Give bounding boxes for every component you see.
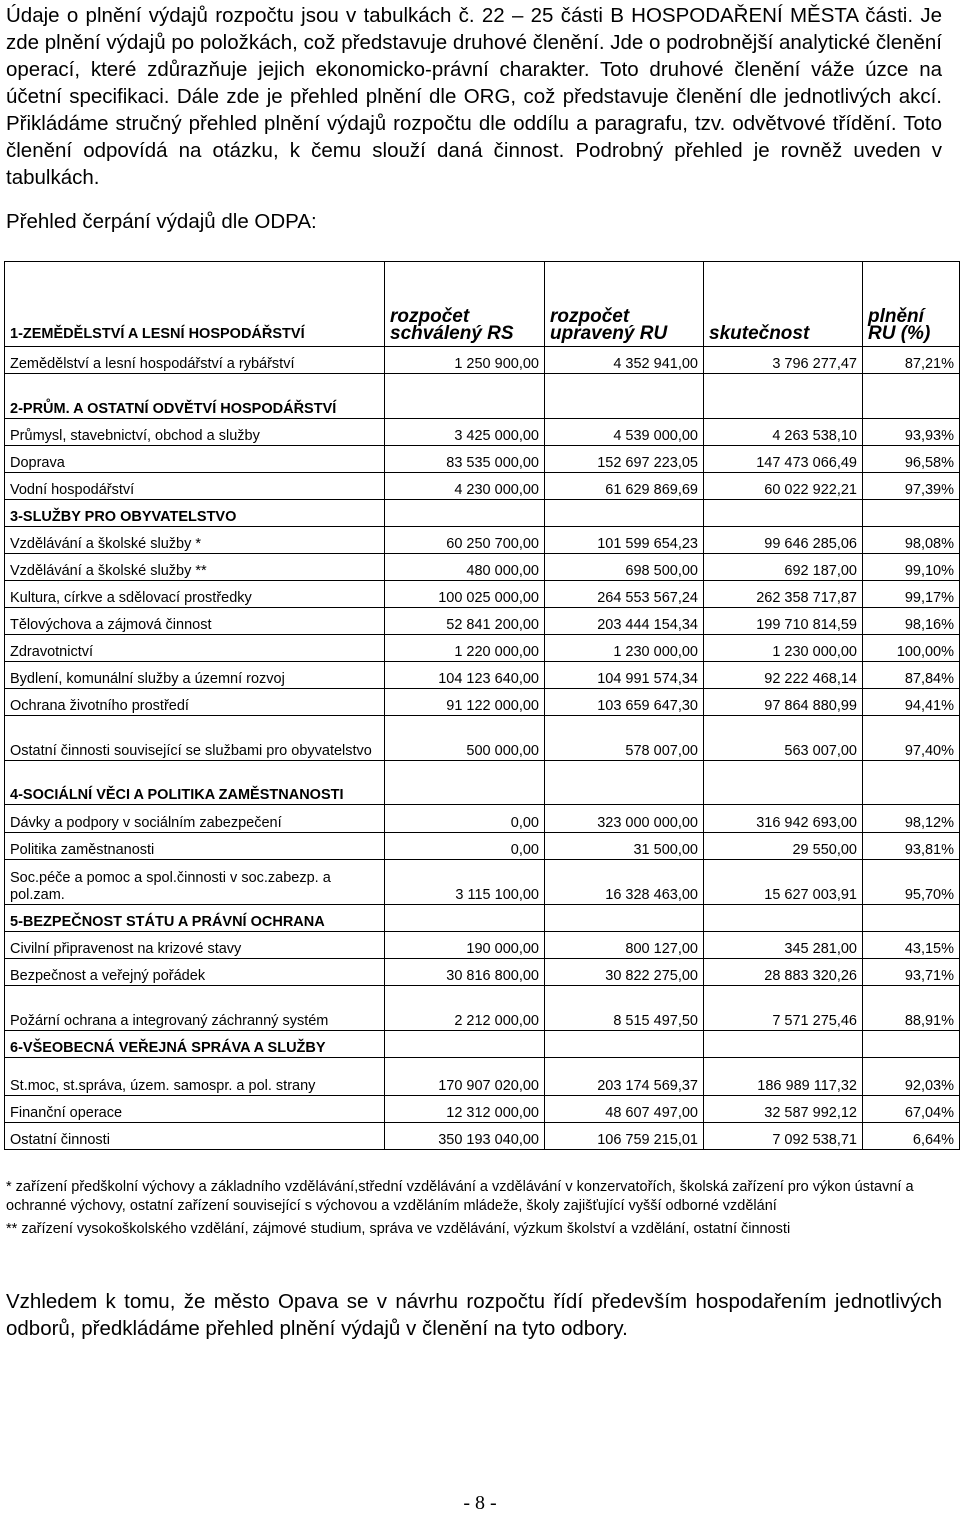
table-row — [5, 446, 960, 473]
fulfilment-value: 93,71% — [863, 959, 960, 986]
empty-cell — [385, 761, 545, 805]
table-row — [5, 689, 960, 716]
row-label: Soc.péče a pomoc a spol.činnosti v soc.zabezp. a pol.zam. — [5, 860, 385, 905]
column-header-adjusted: rozpočet upravený RU — [545, 262, 704, 347]
approved-value: 12 312 000,00 — [385, 1096, 545, 1123]
empty-cell — [704, 1031, 863, 1058]
row-label: Dávky a podpory v sociálním zabezpečení — [5, 805, 385, 833]
adjusted-value: 152 697 223,05 — [545, 446, 704, 473]
table-row — [5, 527, 960, 554]
empty-cell — [863, 374, 960, 419]
approved-value: 30 816 800,00 — [385, 959, 545, 986]
actual-value: 147 473 066,49 — [704, 446, 863, 473]
footnotes — [6, 1178, 951, 1244]
section-row — [5, 905, 960, 932]
row-label: Ostatní činnosti — [5, 1123, 385, 1150]
row-label: Civilní připravenost na krizové stavy — [5, 932, 385, 959]
actual-value: 692 187,00 — [704, 554, 863, 581]
actual-value: 563 007,00 — [704, 716, 863, 761]
adjusted-value: 61 629 869,69 — [545, 473, 704, 500]
odpa-table-body — [5, 262, 960, 1150]
approved-value: 350 193 040,00 — [385, 1123, 545, 1150]
approved-value: 1 220 000,00 — [385, 635, 545, 662]
actual-value: 99 646 285,06 — [704, 527, 863, 554]
actual-value: 316 942 693,00 — [704, 805, 863, 833]
section-header-1: 1-ZEMĚDĚLSTVÍ A LESNÍ HOSPODÁŘSTVÍ — [5, 262, 385, 347]
adjusted-value: 323 000 000,00 — [545, 805, 704, 833]
approved-value: 480 000,00 — [385, 554, 545, 581]
actual-value: 15 627 003,91 — [704, 860, 863, 905]
column-header-fulfilment: plnění RU (%) — [863, 262, 960, 347]
header-row — [5, 262, 960, 347]
fulfilment-value: 97,39% — [863, 473, 960, 500]
row-label: Bydlení, komunální služby a územní rozvoj — [5, 662, 385, 689]
table-row — [5, 1058, 960, 1096]
intro-text — [6, 2, 942, 191]
closing-paragraph: Vzhledem k tomu, že město Opava se v návrhu rozpočtu řídí především hospodařením jednotlivých odborů, předkládáme přehled plnění výdajů v členění na tyto odbory. — [6, 1290, 942, 1340]
adjusted-value: 578 007,00 — [545, 716, 704, 761]
empty-cell — [863, 1031, 960, 1058]
row-label: Zdravotnictví — [5, 635, 385, 662]
adjusted-value: 103 659 647,30 — [545, 689, 704, 716]
page-number: - 8 - — [463, 1492, 497, 1514]
row-label: Finanční operace — [5, 1096, 385, 1123]
fulfilment-value: 94,41% — [863, 689, 960, 716]
empty-cell — [545, 905, 704, 932]
adjusted-value: 264 553 567,24 — [545, 581, 704, 608]
table-row — [5, 581, 960, 608]
fulfilment-value: 100,00% — [863, 635, 960, 662]
table-row — [5, 419, 960, 446]
adjusted-value: 101 599 654,23 — [545, 527, 704, 554]
fulfilment-value: 98,12% — [863, 805, 960, 833]
fulfilment-value: 67,04% — [863, 1096, 960, 1123]
actual-value: 1 230 000,00 — [704, 635, 863, 662]
table-row — [5, 473, 960, 500]
adjusted-value: 31 500,00 — [545, 833, 704, 860]
section-label: 4-SOCIÁLNÍ VĚCI A POLITIKA ZAMĚSTNANOSTI — [5, 761, 385, 805]
actual-value: 92 222 468,14 — [704, 662, 863, 689]
row-label: Vzdělávání a školské služby ** — [5, 554, 385, 581]
actual-value: 97 864 880,99 — [704, 689, 863, 716]
section-label: 5-BEZPEČNOST STÁTU A PRÁVNÍ OCHRANA — [5, 905, 385, 932]
fulfilment-value: 99,10% — [863, 554, 960, 581]
adjusted-value: 698 500,00 — [545, 554, 704, 581]
row-label: Politika zaměstnanosti — [5, 833, 385, 860]
row-label: Průmysl, stavebnictví, obchod a služby — [5, 419, 385, 446]
fulfilment-value: 87,21% — [863, 347, 960, 374]
actual-value: 4 263 538,10 — [704, 419, 863, 446]
row-label: Požární ochrana a integrovaný záchranný systém — [5, 986, 385, 1031]
row-label: Zemědělství a lesní hospodářství a rybářství — [5, 347, 385, 374]
table-row — [5, 959, 960, 986]
row-label: Vodní hospodářství — [5, 473, 385, 500]
actual-value: 262 358 717,87 — [704, 581, 863, 608]
actual-value: 32 587 992,12 — [704, 1096, 863, 1123]
fulfilment-value: 96,58% — [863, 446, 960, 473]
actual-value: 345 281,00 — [704, 932, 863, 959]
approved-value: 1 250 900,00 — [385, 347, 545, 374]
actual-value: 60 022 922,21 — [704, 473, 863, 500]
odpa-table — [4, 261, 960, 1150]
empty-cell — [545, 500, 704, 527]
approved-value: 83 535 000,00 — [385, 446, 545, 473]
empty-cell — [863, 761, 960, 805]
adjusted-value: 800 127,00 — [545, 932, 704, 959]
empty-cell — [385, 1031, 545, 1058]
section-row — [5, 374, 960, 419]
empty-cell — [545, 1031, 704, 1058]
section-label: 6-VŠEOBECNÁ VEŘEJNÁ SPRÁVA A SLUŽBY — [5, 1031, 385, 1058]
fulfilment-value: 6,64% — [863, 1123, 960, 1150]
adjusted-value: 8 515 497,50 — [545, 986, 704, 1031]
row-label: Tělovýchova a zájmová činnost — [5, 608, 385, 635]
row-label: Vzdělávání a školské služby * — [5, 527, 385, 554]
row-label: Bezpečnost a veřejný pořádek — [5, 959, 385, 986]
approved-value: 2 212 000,00 — [385, 986, 545, 1031]
column-header-approved: rozpočet schválený RS — [385, 262, 545, 347]
approved-value: 0,00 — [385, 805, 545, 833]
actual-value: 28 883 320,26 — [704, 959, 863, 986]
empty-cell — [863, 500, 960, 527]
row-label: St.moc, st.správa, územ. samospr. a pol. strany — [5, 1058, 385, 1096]
empty-cell — [863, 905, 960, 932]
intro-paragraph: Údaje o plnění výdajů rozpočtu jsou v tabulkách č. 22 – 25 části B HOSPODAŘENÍ MĚSTA části. Je zde plnění výdajů po položkách, což představuje druhové členění. Jde o podrobnější analytické členění operací, které zdůrazňuje jejich ekonomicko-právní charakter. Toto druhové členění váže úzce na účetní specifikaci. Dále zde je přehled plnění dle ORG, což představuje členění dle jednotlivých akcí. Přikládáme stručný přehled plnění výdajů rozpočtu dle oddílu a paragrafu, tzv. odvětvové třídění. Toto členění odpovídá na otázku, k čemu slouží daná činnost. Podrobný přehled je rovněž uveden v tabulkách. — [6, 4, 942, 189]
fulfilment-value: 98,08% — [863, 527, 960, 554]
fulfilment-value: 95,70% — [863, 860, 960, 905]
section-row — [5, 1031, 960, 1058]
section-label: 3-SLUŽBY PRO OBYVATELSTVO — [5, 500, 385, 527]
row-label: Doprava — [5, 446, 385, 473]
adjusted-value: 30 822 275,00 — [545, 959, 704, 986]
actual-value: 199 710 814,59 — [704, 608, 863, 635]
section-row — [5, 500, 960, 527]
approved-value: 500 000,00 — [385, 716, 545, 761]
fulfilment-value: 43,15% — [863, 932, 960, 959]
table-row — [5, 932, 960, 959]
approved-value: 0,00 — [385, 833, 545, 860]
approved-value: 4 230 000,00 — [385, 473, 545, 500]
adjusted-value: 203 444 154,34 — [545, 608, 704, 635]
empty-cell — [385, 905, 545, 932]
empty-cell — [704, 374, 863, 419]
empty-cell — [704, 905, 863, 932]
table-row — [5, 833, 960, 860]
fulfilment-value: 93,93% — [863, 419, 960, 446]
table-row — [5, 805, 960, 833]
empty-cell — [385, 374, 545, 419]
row-label: Ochrana životního prostředí — [5, 689, 385, 716]
approved-value: 3 115 100,00 — [385, 860, 545, 905]
table-row — [5, 347, 960, 374]
adjusted-value: 104 991 574,34 — [545, 662, 704, 689]
fulfilment-value: 92,03% — [863, 1058, 960, 1096]
actual-value: 7 092 538,71 — [704, 1123, 863, 1150]
table-row — [5, 860, 960, 905]
empty-cell — [385, 500, 545, 527]
fulfilment-value: 88,91% — [863, 986, 960, 1031]
approved-value: 100 025 000,00 — [385, 581, 545, 608]
table-row — [5, 662, 960, 689]
adjusted-value: 16 328 463,00 — [545, 860, 704, 905]
adjusted-value: 203 174 569,37 — [545, 1058, 704, 1096]
actual-value: 186 989 117,32 — [704, 1058, 863, 1096]
row-label: Kultura, církve a sdělovací prostředky — [5, 581, 385, 608]
approved-value: 190 000,00 — [385, 932, 545, 959]
table-row — [5, 635, 960, 662]
fulfilment-value: 99,17% — [863, 581, 960, 608]
empty-cell — [545, 761, 704, 805]
approved-value: 104 123 640,00 — [385, 662, 545, 689]
actual-value: 3 796 277,47 — [704, 347, 863, 374]
approved-value: 91 122 000,00 — [385, 689, 545, 716]
adjusted-value: 48 607 497,00 — [545, 1096, 704, 1123]
footnote-double-star: ** zařízení vysokoškolského vzdělání, zájmové studium, správa ve vzdělávání, výzkum školství a vzdělání, ostatní činnosti — [6, 1221, 791, 1237]
empty-cell — [545, 374, 704, 419]
table-row — [5, 554, 960, 581]
approved-value: 170 907 020,00 — [385, 1058, 545, 1096]
empty-cell — [704, 500, 863, 527]
column-header-actual: skutečnost — [704, 262, 863, 347]
adjusted-value: 1 230 000,00 — [545, 635, 704, 662]
table-row — [5, 608, 960, 635]
table-row — [5, 986, 960, 1031]
approved-value: 60 250 700,00 — [385, 527, 545, 554]
fulfilment-value: 98,16% — [863, 608, 960, 635]
section-label: 2-PRŮM. A OSTATNÍ ODVĚTVÍ HOSPODÁŘSTVÍ — [5, 374, 385, 419]
actual-value: 7 571 275,46 — [704, 986, 863, 1031]
empty-cell — [704, 761, 863, 805]
approved-value: 3 425 000,00 — [385, 419, 545, 446]
table-row — [5, 1096, 960, 1123]
table-row — [5, 1123, 960, 1150]
approved-value: 52 841 200,00 — [385, 608, 545, 635]
table-row — [5, 716, 960, 761]
table-heading: Přehled čerpání výdajů dle ODPA: — [6, 210, 317, 233]
section-row — [5, 761, 960, 805]
row-label: Ostatní činnosti související se službami pro obyvatelstvo — [5, 716, 385, 761]
fulfilment-value: 87,84% — [863, 662, 960, 689]
fulfilment-value: 97,40% — [863, 716, 960, 761]
adjusted-value: 4 539 000,00 — [545, 419, 704, 446]
fulfilment-value: 93,81% — [863, 833, 960, 860]
adjusted-value: 106 759 215,01 — [545, 1123, 704, 1150]
footnote-single-star: * zařízení předškolní výchovy a základního vzdělávání,střední vzdělávání a vzdělávání v konzervatořích, školská zařízení pro výkon ústavní a ochranné výchovy, ostatní zařízení související s výchovou a vzděláním mládeže, školy zajišťující vyšší odborné vzdělání — [6, 1179, 914, 1214]
adjusted-value: 4 352 941,00 — [545, 347, 704, 374]
actual-value: 29 550,00 — [704, 833, 863, 860]
